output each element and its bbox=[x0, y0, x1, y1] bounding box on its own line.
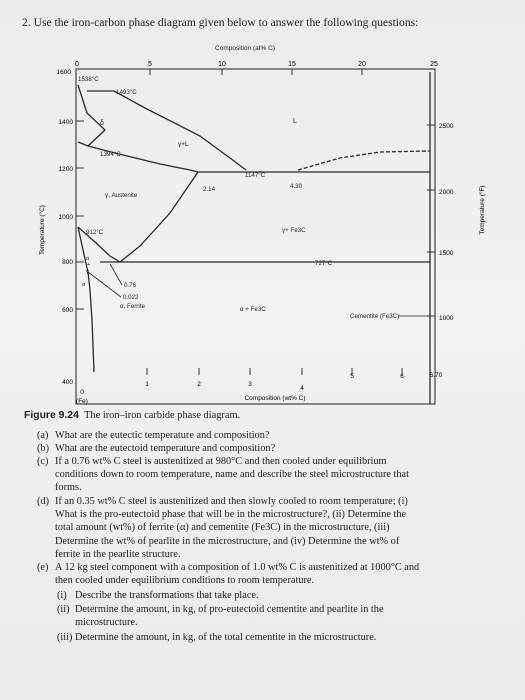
subquestion-line: Describe the transformations that take place. bbox=[75, 590, 259, 601]
label-1394: 1394°C bbox=[100, 151, 121, 158]
question-line: What are the eutectoid temperature and composition? bbox=[55, 443, 276, 454]
question-label: (c) bbox=[37, 456, 49, 467]
bottom-tick: 2 bbox=[197, 381, 201, 388]
question-line: If a 0.76 wt% C steel is austenitized at 980°C and then cooled under equilibrium bbox=[55, 456, 387, 467]
question-line: then cooled under equilibrium conditions to room temperature. bbox=[55, 575, 315, 587]
figure-caption bbox=[24, 410, 240, 421]
bottom-axis-title: Composition (wt% C) bbox=[244, 395, 306, 402]
phase-labels bbox=[78, 76, 399, 320]
left-ticks bbox=[57, 69, 84, 386]
top-tick: 10 bbox=[218, 61, 226, 68]
question-line: A 12 kg steel component with a composition of 1.0 wt% C is austenitized at 1000°C and bbox=[55, 562, 420, 573]
subquestion-label: (iii) bbox=[57, 632, 73, 643]
subquestion-iii bbox=[57, 631, 376, 644]
left-tick: 600 bbox=[62, 307, 73, 314]
question-intro: 2. Use the iron-carbon phase diagram given below to answer the following questions: bbox=[22, 16, 419, 29]
label-1147: 1147°C bbox=[245, 172, 266, 179]
label-alpha-gamma-plus: + bbox=[87, 262, 91, 268]
label-cementite: Cementite (Fe3C) bbox=[350, 313, 400, 320]
bottom-tick: 6.70 bbox=[429, 372, 443, 379]
question-line: What are the eutectic temperature and composition? bbox=[55, 430, 270, 441]
question-label: (e) bbox=[37, 562, 49, 573]
caption-label: Figure 9.24 bbox=[24, 410, 79, 421]
caption-text: The iron–iron carbide phase diagram. bbox=[84, 410, 241, 421]
phase-boundaries bbox=[78, 72, 430, 404]
question-b bbox=[37, 442, 275, 455]
bottom-tick: 5 bbox=[350, 373, 354, 380]
question-e bbox=[37, 561, 419, 587]
label-alpha-gamma-g: γ bbox=[86, 269, 89, 275]
label-alpha-fe3c: α + Fe3C bbox=[240, 306, 266, 313]
top-tick: 20 bbox=[358, 61, 366, 68]
label-austenite: γ, Austenite bbox=[105, 192, 138, 199]
left-tick: 1000 bbox=[58, 214, 73, 221]
acm-line bbox=[120, 172, 198, 262]
subquestion-line: microstructure. bbox=[75, 617, 138, 629]
fe-label: (Fe) bbox=[76, 398, 88, 405]
top-tick: 0 bbox=[75, 61, 79, 68]
label-214: 2.14 bbox=[203, 186, 216, 193]
question-label: (a) bbox=[37, 430, 49, 441]
subquestion-label: (i) bbox=[57, 590, 67, 601]
question-label: (b) bbox=[37, 443, 50, 454]
top-tick: 15 bbox=[288, 61, 296, 68]
question-line: ferrite in the pearlite structure. bbox=[55, 548, 181, 560]
label-1538: 1538°C bbox=[78, 76, 99, 83]
label-727: 727°C bbox=[315, 260, 333, 267]
label-430: 4.30 bbox=[290, 183, 303, 190]
subquestion-i bbox=[57, 589, 259, 602]
left-tick: 1600 bbox=[56, 69, 71, 76]
question-line: conditions down to room temperature, name and describe the steel microstructure that bbox=[55, 469, 409, 481]
label-076: 0.76 bbox=[124, 282, 137, 289]
left-axis-title: Temperature (°C) bbox=[39, 205, 46, 255]
question-a bbox=[37, 429, 269, 442]
bottom-tick: 4 bbox=[300, 385, 304, 392]
label-l: L bbox=[293, 118, 297, 125]
right-tick: 1000 bbox=[439, 315, 454, 322]
question-d bbox=[37, 495, 408, 561]
question-line: total amount (wt%) of ferrite (α) and cementite (Fe3C) in the microstructure, (iii) bbox=[55, 522, 390, 534]
subquestion-line: Determine the amount, in kg, of the total cementite in the microstructure. bbox=[75, 632, 377, 643]
label-alpha-small: α bbox=[82, 282, 86, 288]
bottom-tick: 6 bbox=[400, 373, 404, 380]
left-tick: 400 bbox=[62, 379, 73, 386]
top-tick: 5 bbox=[148, 61, 152, 68]
top-ticks bbox=[75, 61, 438, 75]
left-tick: 1200 bbox=[58, 166, 73, 173]
question-line: forms. bbox=[55, 482, 82, 494]
subquestion-label: (ii) bbox=[57, 604, 70, 615]
label-gamma-fe3c: γ+ Fe3C bbox=[282, 227, 306, 234]
label-1493: 1493°C bbox=[116, 89, 137, 96]
liquidus-right bbox=[298, 151, 430, 170]
label-912: 912°C bbox=[86, 229, 104, 236]
plot-frame bbox=[76, 69, 435, 404]
left-tick: 1400 bbox=[58, 119, 73, 126]
subquestion-ii bbox=[57, 603, 384, 629]
solidus bbox=[88, 146, 198, 172]
question-line: What is the pro-eutectoid phase that will be in the microstructure?, (ii) Determine the bbox=[55, 509, 407, 521]
left-tick: 800 bbox=[62, 259, 73, 266]
top-axis-title: Composition (at% C) bbox=[215, 45, 275, 52]
bottom-tick: 1 bbox=[145, 381, 149, 388]
subquestion-line: Determine the amount, in kg, of pro-eutectoid cementite and pearlite in the bbox=[75, 604, 384, 615]
top-tick: 25 bbox=[430, 61, 438, 68]
bottom-tick: 0 bbox=[80, 389, 84, 396]
label-alpha-gamma-a: α bbox=[86, 256, 90, 262]
delta-boundary bbox=[78, 85, 105, 146]
label-ferrite: α, Ferrite bbox=[120, 303, 145, 310]
label-delta: δ bbox=[100, 120, 104, 127]
right-tick: 2500 bbox=[439, 123, 454, 130]
right-tick: 2000 bbox=[439, 189, 454, 196]
bottom-ticks bbox=[80, 368, 443, 396]
right-tick: 1500 bbox=[439, 250, 454, 257]
question-c bbox=[37, 455, 409, 495]
question-label: (d) bbox=[37, 496, 50, 507]
bottom-tick: 3 bbox=[248, 381, 252, 388]
question-line: Determine the wt% of pearlite in the microstructure, and (iv) Determine the wt% of bbox=[55, 535, 400, 547]
question-line: If an 0.35 wt% C steel is austenitized and then slowly cooled to room temperature; (i) bbox=[55, 496, 408, 507]
label-0022: 0.022 bbox=[123, 294, 139, 301]
right-axis-title: Temperature (°F) bbox=[479, 185, 486, 235]
label-gamma-l: γ+L bbox=[178, 141, 189, 148]
right-ticks bbox=[427, 123, 454, 322]
